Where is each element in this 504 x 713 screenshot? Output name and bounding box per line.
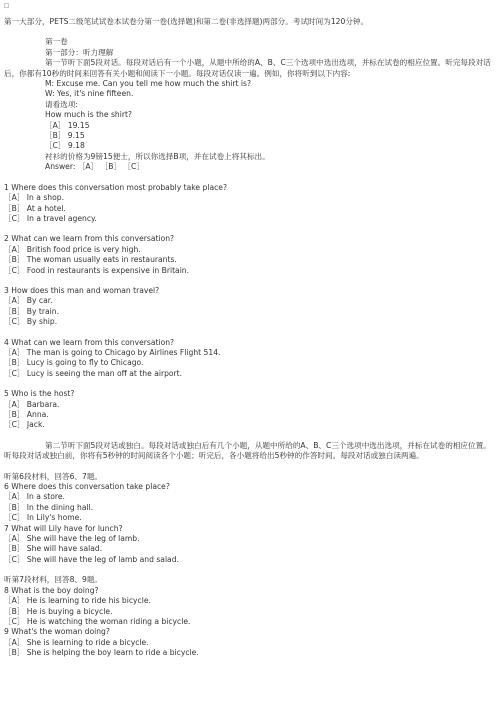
- answer-option[interactable]: ［A］ She is learning to ride a bicycle.: [4, 637, 149, 647]
- question-text: 4 What can we learn from this conversation?: [4, 337, 175, 347]
- answer-option[interactable]: ［B］ The woman usually eats in restaurants.: [4, 255, 177, 265]
- example-answer: Answer: ［A］ ［B］ ［C］: [45, 162, 144, 172]
- volume-heading: 第一卷: [45, 37, 68, 47]
- intro-line: 第一大部分，PETS二级笔试试卷本试卷分第一卷(选择题)和第二卷(非选择题)两部分。考试时间为120分钟。: [4, 17, 369, 26]
- question-block: [4, 389, 498, 431]
- answer-option[interactable]: ［A］ She will have the leg of lamb.: [4, 534, 140, 544]
- question-group: [4, 472, 498, 566]
- answer-option[interactable]: ［C］ In a travel agency.: [4, 213, 97, 223]
- answer-option[interactable]: ［C］ Lucy is seeing the man off at the airport.: [4, 368, 183, 378]
- group-heading: 听第7段材料，回答8、9题。: [4, 575, 103, 585]
- example-line: W: Yes, it's nine fifteen.: [45, 89, 134, 99]
- document-body: [4, 17, 498, 659]
- answer-option[interactable]: ［B］ He is buying a bicycle.: [4, 606, 113, 616]
- section2-instructions: 第二节听下面5段对话或独白。每段对话或独白后有几个小题，从题中所给的A、B、C三个选项中选出选项，并标在试卷的相应位置。听每段对话或独白前，你将有5秒钟的时间阅读各个小题；听完后，各小题将给出5秒钟的作答时间。每段对话或独白读两遍。: [4, 440, 491, 461]
- example-option: ［A］ 19.15: [45, 120, 90, 130]
- question-block: [4, 234, 498, 276]
- example-line: 请看选项:: [45, 99, 78, 109]
- example-option: ［C］ 9.18: [45, 141, 85, 151]
- question-text: 6 Where does this conversation take place?: [4, 482, 170, 492]
- answer-option[interactable]: ［B］ In the dining hall.: [4, 502, 94, 512]
- question-group: [4, 575, 498, 658]
- question-text: 7 What will Lily have for lunch?: [4, 523, 123, 533]
- answer-option[interactable]: ［B］ By train.: [4, 306, 60, 316]
- question-text: 9 What's the woman doing?: [4, 627, 110, 637]
- answer-option[interactable]: ［A］ Barbara.: [4, 399, 60, 409]
- question-block: [4, 183, 498, 225]
- example-line: 衬衫的价格为9镑15便士，所以你选择B项，并在试卷上将其标出。: [45, 151, 270, 161]
- section-title: 第一部分：听力理解: [45, 47, 114, 57]
- answer-option[interactable]: ［A］ He is learning to ride his bicycle.: [4, 596, 151, 606]
- answer-option[interactable]: ［C］ In Lily's home.: [4, 513, 82, 523]
- answer-option[interactable]: ［C］ She will have the leg of lamb and salad.: [4, 554, 179, 564]
- answer-option[interactable]: ［B］ At a hotel.: [4, 203, 66, 213]
- answer-option[interactable]: ［A］ By car.: [4, 296, 53, 306]
- example-block: [4, 79, 498, 173]
- answer-option[interactable]: ［C］ Food in restaurants is expensive in Britain.: [4, 265, 190, 275]
- question-block: [4, 338, 498, 380]
- question-text: 1 Where does this conversation most probably take place?: [4, 182, 227, 192]
- example-option: ［B］ 9.15: [45, 131, 85, 141]
- answer-option[interactable]: ［A］ British food price is very high.: [4, 244, 141, 254]
- answer-option[interactable]: ［C］ He is watching the woman riding a bicycle.: [4, 616, 191, 626]
- answer-option[interactable]: ［A］ In a shop.: [4, 193, 64, 203]
- example-line: M: Excuse me. Can you tell me how much the shirt is?: [45, 79, 251, 89]
- answer-option[interactable]: ［A］ The man is going to Chicago by Airlines Flight 514.: [4, 347, 221, 357]
- page-marker: [4, 3, 9, 8]
- answer-option[interactable]: ［B］ Anna.: [4, 410, 49, 419]
- section1-instructions: 第一节听下面5段对话。每段对话后有一个小题，从题中所给的A、B、C三个选项中选出选项，并标在试卷的相应位置。听完每段对话后，你都有10秒的时间来回答有关小题和阅读下一小题。每段对话仅读一遍。例如，你将听到以下内容:: [4, 58, 491, 78]
- answer-option[interactable]: ［B］ Lucy is going to fly to Chicago.: [4, 358, 144, 368]
- answer-option[interactable]: ［C］ Jack.: [4, 420, 45, 430]
- answer-option[interactable]: ［C］ By ship.: [4, 317, 58, 327]
- question-text: 3 How does this man and woman travel?: [4, 285, 160, 295]
- answer-option[interactable]: ［B］ She is helping the boy learn to ride a bicycle.: [4, 648, 199, 658]
- answer-option[interactable]: ［A］ In a store.: [4, 492, 65, 502]
- question-block: [4, 286, 498, 328]
- group-heading: 听第6段材料，回答6、7题。: [4, 471, 103, 481]
- question-text: 8 What is the boy doing?: [4, 585, 99, 595]
- question-text: 5 Who is the host?: [4, 389, 75, 399]
- example-line: How much is the shirt?: [45, 110, 132, 120]
- question-text: 2 What can we learn from this conversation?: [4, 234, 175, 244]
- answer-option[interactable]: ［B］ She will have salad.: [4, 544, 103, 554]
